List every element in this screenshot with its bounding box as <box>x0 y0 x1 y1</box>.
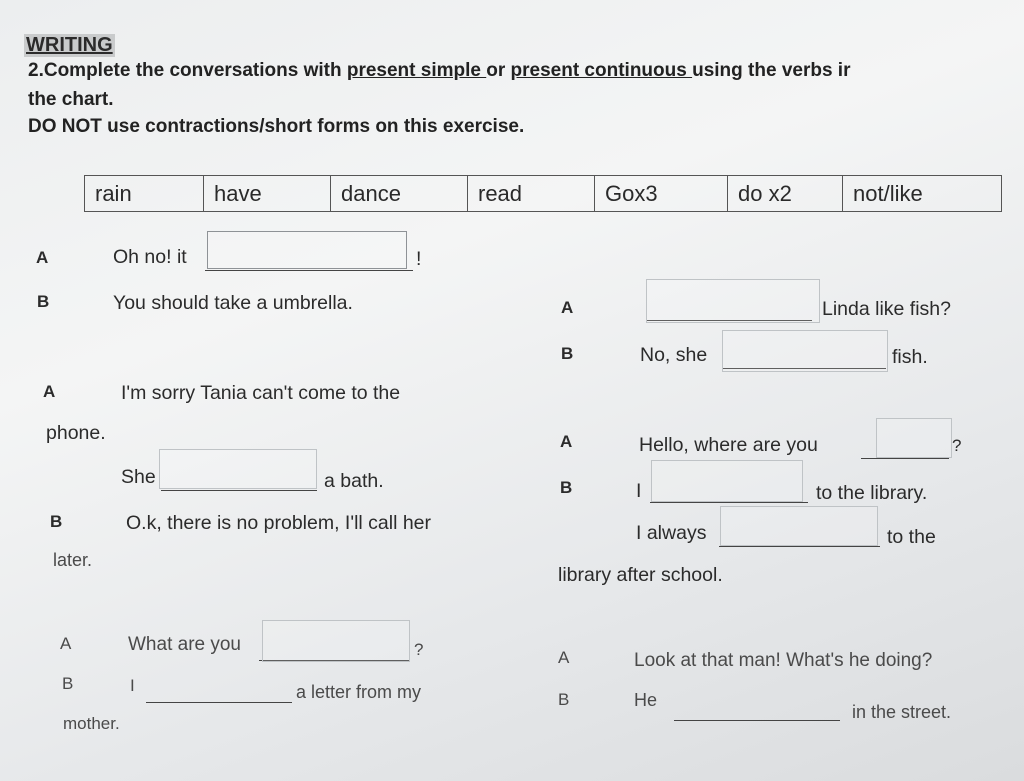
instructions-line-1 <box>28 60 850 82</box>
instructions-suffix: using the verbs ir <box>692 60 851 81</box>
dialogue-text: Look at that man! What's he doing? <box>634 650 933 671</box>
dialogue-text: Oh no! it <box>113 246 187 268</box>
dialogue-text: He <box>634 690 658 710</box>
verb-cell: read <box>468 176 595 212</box>
section-title: WRITING <box>26 34 113 56</box>
dialogue-text: No, she <box>640 344 708 366</box>
dialogue-text: Hello, where are you <box>639 434 818 456</box>
verb-cell: dance <box>331 176 468 212</box>
dialogue-text: to the library. <box>816 482 928 504</box>
dialogue-text: I'm sorry Tania can't come to the <box>121 382 401 404</box>
dialogue-punct: ! <box>416 248 422 270</box>
speaker-label: B <box>37 292 50 311</box>
speaker-label: B <box>560 478 573 497</box>
term-present-continuous: present continuous <box>510 60 693 81</box>
dialogue-text: I always <box>636 522 707 544</box>
speaker-label: A <box>60 634 72 653</box>
answer-box[interactable] <box>262 620 410 662</box>
dialogue-text: library after school. <box>558 564 723 586</box>
dialogue-text: a letter from my <box>296 682 422 702</box>
speaker-label: A <box>558 648 570 667</box>
answer-box[interactable] <box>722 330 888 372</box>
answer-blank[interactable] <box>674 700 840 721</box>
dialogue-text: What are you <box>128 634 241 655</box>
answer-box[interactable] <box>876 418 952 458</box>
dialogue-text: later. <box>53 550 93 570</box>
dialogue-text: Linda like fish? <box>822 298 951 320</box>
instructions-prefix: 2.Complete the conversations with <box>28 60 347 81</box>
dialogue-text: a bath. <box>324 470 384 492</box>
speaker-label: A <box>36 248 49 267</box>
answer-box[interactable] <box>159 449 317 489</box>
speaker-label: A <box>560 432 573 451</box>
dialogue-punct: ? <box>952 436 962 455</box>
dialogue-punct: ? <box>414 640 424 659</box>
instructions-line-2: the chart. <box>28 89 114 110</box>
speaker-label: B <box>558 690 570 709</box>
dialogue-text: phone. <box>46 422 106 444</box>
instructions-or: or <box>486 60 511 81</box>
dialogue-text: to the <box>887 526 936 548</box>
term-present-simple: present simple <box>346 60 487 81</box>
speaker-label: B <box>62 674 74 693</box>
verb-cell: Gox3 <box>595 176 728 212</box>
dialogue-text: You should take a umbrella. <box>113 292 353 314</box>
verb-chart <box>84 175 1002 212</box>
dialogue-text: She <box>121 466 156 488</box>
dialogue-text: mother. <box>63 714 120 733</box>
speaker-label: A <box>43 382 56 401</box>
verb-cell: have <box>204 176 331 212</box>
answer-blank[interactable] <box>146 682 292 703</box>
dialogue-text: O.k, there is no problem, I'll call her <box>126 512 432 534</box>
dialogue-text: I <box>130 676 135 695</box>
speaker-label: B <box>50 512 63 531</box>
speaker-label: B <box>561 344 574 363</box>
answer-box[interactable] <box>651 460 803 502</box>
answer-box[interactable] <box>720 506 878 546</box>
dialogue-text: I <box>636 480 642 502</box>
verb-cell: do x2 <box>728 176 843 212</box>
verb-chart-row <box>85 176 1002 212</box>
verb-cell: not/like <box>843 176 1002 212</box>
instructions-line-3: DO NOT use contractions/short forms on this exercise. <box>28 116 525 137</box>
answer-box[interactable] <box>646 279 820 323</box>
speaker-label: A <box>561 298 574 317</box>
dialogue-text: in the street. <box>852 702 952 722</box>
verb-cell: rain <box>85 176 204 212</box>
dialogue-text: fish. <box>892 346 928 368</box>
answer-box[interactable] <box>207 231 407 269</box>
